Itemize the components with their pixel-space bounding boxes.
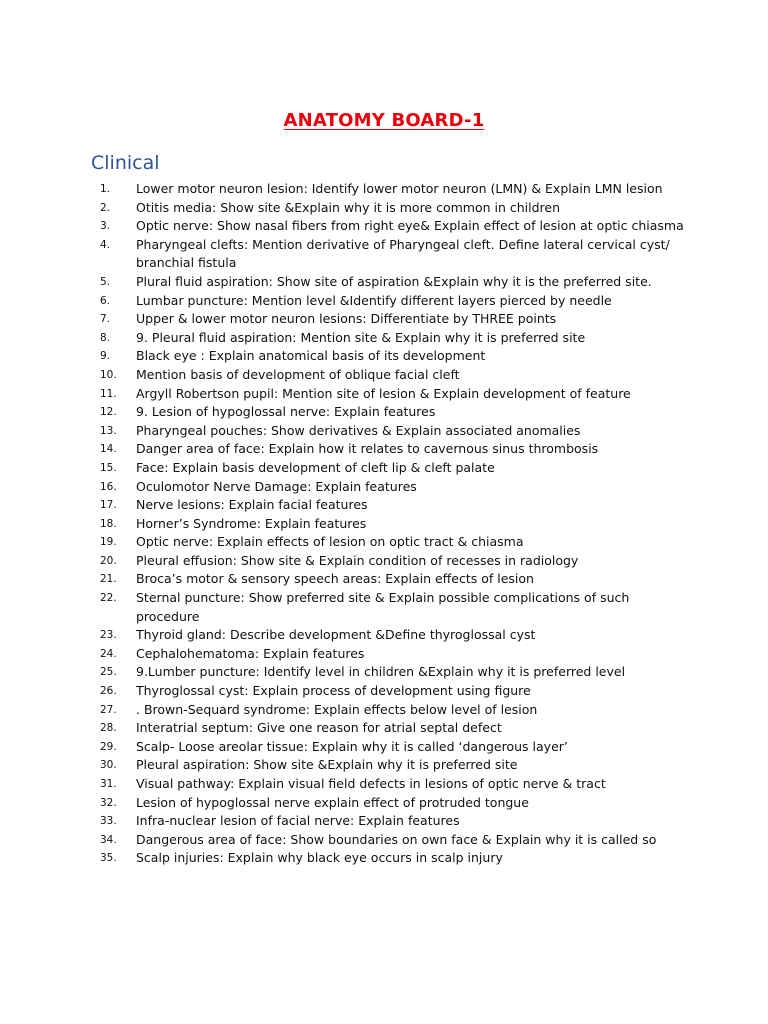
list-item-number: 16.	[100, 480, 117, 493]
list-item-text: Pharyngeal pouches: Show derivatives & Explain associated anomalies	[136, 422, 581, 438]
list-item	[100, 552, 690, 571]
list-item-text: Optic nerve: Explain effects of lesion on optic tract & chiasma	[136, 534, 524, 550]
list-item	[100, 199, 690, 218]
list-item-text: Face: Explain basis development of cleft lip & cleft palate	[136, 459, 495, 475]
list-item	[100, 440, 690, 459]
list-item-text: Scalp- Loose areolar tissue: Explain why it is called ‘dangerous layer’	[136, 738, 568, 754]
list-item-text: Scalp injuries: Explain why black eye occurs in scalp injury	[136, 850, 503, 866]
list-item-number: 21.	[100, 573, 117, 586]
list-item-number: 29.	[100, 740, 117, 753]
list-item-number: 6.	[100, 294, 111, 307]
list-item	[100, 775, 690, 794]
list-item-text: Dangerous area of face: Show boundaries on own face & Explain why it is called so	[136, 831, 657, 847]
list-item-text: Lesion of hypoglossal nerve explain effect of protruded tongue	[136, 794, 529, 810]
list-item	[100, 738, 690, 757]
list-item-number: 15.	[100, 461, 117, 474]
list-item-number: 3.	[100, 220, 111, 233]
list-item-text: Cephalohematoma: Explain features	[136, 645, 365, 661]
list-item-number: 7.	[100, 313, 111, 326]
list-item-text: Argyll Robertson pupil: Mention site of lesion & Explain development of feature	[136, 385, 631, 401]
list-item	[100, 626, 690, 645]
list-item-text: 9. Lesion of hypoglossal nerve: Explain features	[136, 404, 436, 420]
list-item	[100, 347, 690, 366]
list-item-text: Horner’s Syndrome: Explain features	[136, 515, 367, 531]
list-item	[100, 682, 690, 701]
list-item-number: 22.	[100, 592, 117, 605]
list-item-number: 30.	[100, 759, 117, 772]
list-item-number: 2.	[100, 201, 111, 214]
list-item-text: 9. Pleural fluid aspiration: Mention site & Explain why it is preferred site	[136, 329, 586, 345]
list-item	[100, 496, 690, 515]
list-item-number: 19.	[100, 536, 117, 549]
list-item-text: Broca’s motor & sensory speech areas: Explain effects of lesion	[136, 571, 534, 587]
list-item	[100, 645, 690, 664]
list-item-number: 5.	[100, 275, 111, 288]
list-item	[100, 422, 690, 441]
list-item	[100, 236, 690, 273]
list-item	[100, 292, 690, 311]
list-item-text: . Brown-Sequard syndrome: Explain effects below level of lesion	[136, 701, 538, 717]
list-item-number: 12.	[100, 406, 117, 419]
list-item-number: 8.	[100, 331, 111, 344]
list-item-number: 13.	[100, 424, 117, 437]
list-item-text: 9.Lumber puncture: Identify level in children &Explain why it is preferred level	[136, 664, 626, 680]
list-item-text: Oculomotor Nerve Damage: Explain features	[136, 478, 417, 494]
list-item	[100, 756, 690, 775]
list-item-number: 25.	[100, 666, 117, 679]
list-item-text: Visual pathway: Explain visual field defects in lesions of optic nerve & tract	[136, 776, 606, 791]
list-item-number: 32.	[100, 796, 117, 809]
list-item	[100, 478, 690, 497]
list-item-text: Nerve lesions: Explain facial features	[136, 497, 368, 513]
list-item	[100, 310, 690, 329]
list-item	[100, 459, 690, 478]
list-item	[100, 719, 690, 738]
list-item-text: Thyroid gland: Describe development &Define thyroglossal cyst	[136, 627, 536, 643]
list-item-number: 26.	[100, 685, 117, 698]
list-item	[100, 663, 690, 682]
list-item	[100, 403, 690, 422]
list-item-number: 20.	[100, 554, 117, 567]
list-item	[100, 794, 690, 813]
section-heading: Clinical	[91, 152, 160, 174]
list-item-number: 11.	[100, 387, 117, 400]
list-item	[100, 570, 690, 589]
list-item-number: 24.	[100, 647, 117, 660]
list-item-number: 33.	[100, 815, 117, 828]
list-item-number: 27.	[100, 703, 117, 716]
list-item-text: Mention basis of development of oblique facial cleft	[136, 366, 460, 382]
list-item-text: Black eye : Explain anatomical basis of its development	[136, 348, 486, 364]
list-item-number: 9.	[100, 350, 111, 363]
list-item-text: Pleural effusion: Show site & Explain condition of recesses in radiology	[136, 552, 579, 568]
list-item	[100, 180, 690, 199]
list-item-number: 1.	[100, 183, 111, 195]
list-item-text: Infra-nuclear lesion of facial nerve: Explain features	[136, 813, 460, 829]
list-item	[100, 701, 690, 720]
list-item-number: 35.	[100, 852, 117, 865]
list-item-text: Interatrial septum: Give one reason for atrial septal defect	[136, 720, 502, 736]
list-item-text: Danger area of face: Explain how it relates to cavernous sinus thrombosis	[136, 441, 599, 457]
list-item	[100, 589, 690, 626]
list-item	[100, 849, 690, 868]
list-item-text: Pharyngeal clefts: Mention derivative of Pharyngeal cleft. Define lateral cervical cyst/ branchial fistula	[136, 236, 670, 271]
list-item-number: 34.	[100, 833, 117, 846]
list-item-number: 23.	[100, 629, 117, 642]
list-item-text: Plural fluid aspiration: Show site of aspiration &Explain why it is the preferred site.	[136, 273, 652, 289]
list-item-text: Optic nerve: Show nasal fibers from right eye& Explain effect of lesion at optic chiasma	[136, 218, 684, 234]
list-item-text: Thyroglossal cyst: Explain process of development using figure	[136, 683, 531, 699]
list-item-number: 17.	[100, 499, 117, 512]
list-item-number: 18.	[100, 517, 117, 530]
list-item-number: 4.	[100, 238, 111, 251]
list-item	[100, 515, 690, 534]
list-item-text: Lower motor neuron lesion: Identify lower motor neuron (LMN) & Explain LMN lesion	[136, 181, 663, 196]
list-item	[100, 812, 690, 831]
question-list	[100, 180, 690, 868]
list-item	[100, 329, 690, 348]
list-item-text: Otitis media: Show site &Explain why it is more common in children	[136, 199, 561, 215]
list-item	[100, 385, 690, 404]
list-item-number: 28.	[100, 722, 117, 735]
list-item-text: Upper & lower motor neuron lesions: Differentiate by THREE points	[136, 311, 557, 327]
list-item-number: 31.	[100, 778, 117, 790]
list-item	[100, 273, 690, 292]
list-item-text: Pleural aspiration: Show site &Explain why it is preferred site	[136, 757, 518, 773]
document-title: ANATOMY BOARD-1	[283, 110, 485, 131]
list-item-text: Lumbar puncture: Mention level &Identify different layers pierced by needle	[136, 292, 612, 308]
list-item-number: 14.	[100, 443, 117, 456]
list-item	[100, 831, 690, 850]
list-item-text: Sternal puncture: Show preferred site & Explain possible complications of such procedure	[136, 590, 630, 624]
list-item-number: 10.	[100, 368, 117, 381]
list-item	[100, 217, 690, 236]
list-item	[100, 533, 690, 552]
list-item	[100, 366, 690, 385]
